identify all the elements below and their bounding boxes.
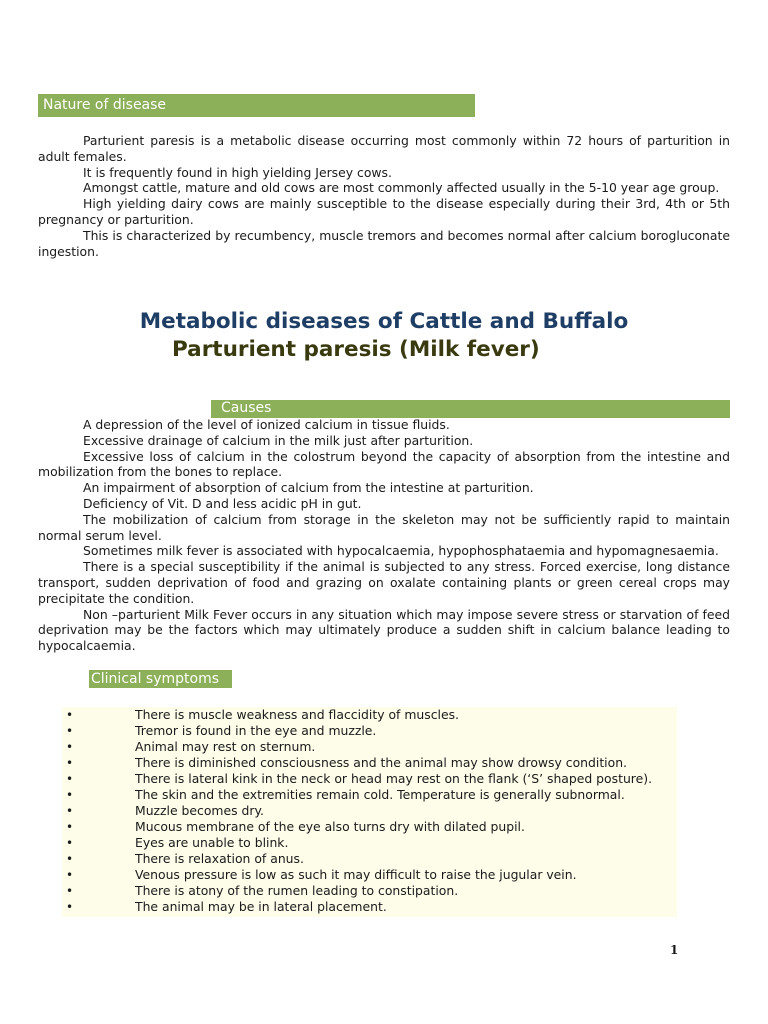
symptom-text: There is relaxation of anus. [135,851,304,866]
causes-paragraph: Sometimes milk fever is associated with hypocalcaemia, hypophosphataemia and hypomagnesaemia. [83,543,719,559]
clinical-symptoms-heading: Clinical symptoms [89,670,232,688]
bullet-icon: • [66,772,74,786]
symptom-text: Animal may rest on sternum. [135,739,316,754]
causes-paragraph: There is a special susceptibility if the animal is subjected to any stress. Forced exercise, long distance transport, sudden deprivation of food and grazing on oxalate containing plants or green cereal crops may precipitate the condition. [38,559,730,606]
list-item [62,835,677,851]
bullet-icon: • [66,724,74,738]
causes-text [38,417,730,654]
symptom-text: Eyes are unable to blink. [135,835,289,850]
causes-heading: Causes [211,400,730,418]
bullet-icon: • [66,836,74,850]
list-item [62,723,677,739]
symptom-text: There is diminished consciousness and the animal may show drowsy condition. [135,755,627,770]
causes-paragraph: Non –parturient Milk Fever occurs in any situation which may impose severe stress or starvation of feed deprivation may be the factors which may ultimately produce a sudden shift in calcium balance leading to hypocalcaemia. [38,606,730,654]
symptom-text: Mucous membrane of the eye also turns dry with dilated pupil. [135,819,525,834]
list-item [62,755,677,771]
list-item [62,707,677,723]
causes-paragraph: Deficiency of Vit. D and less acidic pH in gut. [83,495,362,511]
symptom-text: The animal may be in lateral placement. [135,899,387,914]
list-item [62,883,677,899]
clinical-symptoms-box [62,707,677,917]
document-subtitle: Parturient paresis (Milk fever) [172,337,540,362]
symptom-text: Tremor is found in the eye and muzzle. [135,723,377,738]
clinical-symptoms-list [62,707,677,915]
nature-of-disease-text [38,133,730,259]
bullet-icon: • [66,900,74,914]
bullet-icon: • [66,868,74,882]
nature-paragraph: It is frequently found in high yielding Jersey cows. [83,164,392,180]
nature-paragraph: Amongst cattle, mature and old cows are most commonly affected usually in the 5-10 year age group. [83,180,720,196]
page-number: 1 [670,943,679,957]
causes-paragraph: Excessive drainage of calcium in the milk just after parturition. [83,432,474,448]
symptom-text: There is muscle weakness and flaccidity of muscles. [135,707,459,722]
symptom-text: Muzzle becomes dry. [135,803,264,818]
causes-paragraph: An impairment of absorption of calcium from the intestine at parturition. [83,480,534,496]
bullet-icon: • [66,884,74,898]
list-item [62,787,677,803]
list-item [62,739,677,755]
bullet-icon: • [66,788,74,802]
bullet-icon: • [66,852,74,866]
symptom-text: Venous pressure is low as such it may difficult to raise the jugular vein. [135,867,577,882]
nature-paragraph: This is characterized by recumbency, muscle tremors and becomes normal after calcium borogluconate ingestion. [38,227,730,259]
list-item [62,867,677,883]
bullet-icon: • [66,804,74,818]
causes-paragraph: A depression of the level of ionized calcium in tissue fluids. [83,417,450,432]
list-item [62,851,677,867]
causes-paragraph: Excessive loss of calcium in the colostrum beyond the capacity of absorption from the intestine and mobilization from the bones to replace. [38,448,730,480]
symptom-text: The skin and the extremities remain cold. Temperature is generally subnormal. [135,787,625,802]
symptom-text: There is atony of the rumen leading to constipation. [135,883,459,898]
causes-paragraph: The mobilization of calcium from storage in the skeleton may not be sufficiently rapid to maintain normal serum level. [38,511,730,543]
nature-paragraph: Parturient paresis is a metabolic disease occurring most commonly within 72 hours of parturition in adult females. [38,133,730,164]
list-item [62,819,677,835]
nature-paragraph: High yielding dairy cows are mainly susceptible to the disease especially during their 3rd, 4th or 5th pregnancy or parturition. [38,196,730,227]
bullet-icon: • [66,740,74,754]
list-item [62,803,677,819]
bullet-icon: • [66,756,74,770]
bullet-icon: • [66,820,74,834]
list-item [62,771,677,787]
bullet-icon: • [66,708,74,722]
nature-of-disease-heading: Nature of disease [38,94,475,117]
list-item [62,899,677,915]
document-title: Metabolic diseases of Cattle and Buffalo [139,309,629,334]
symptom-text: There is lateral kink in the neck or head may rest on the flank (‘S’ shaped posture). [135,771,653,786]
